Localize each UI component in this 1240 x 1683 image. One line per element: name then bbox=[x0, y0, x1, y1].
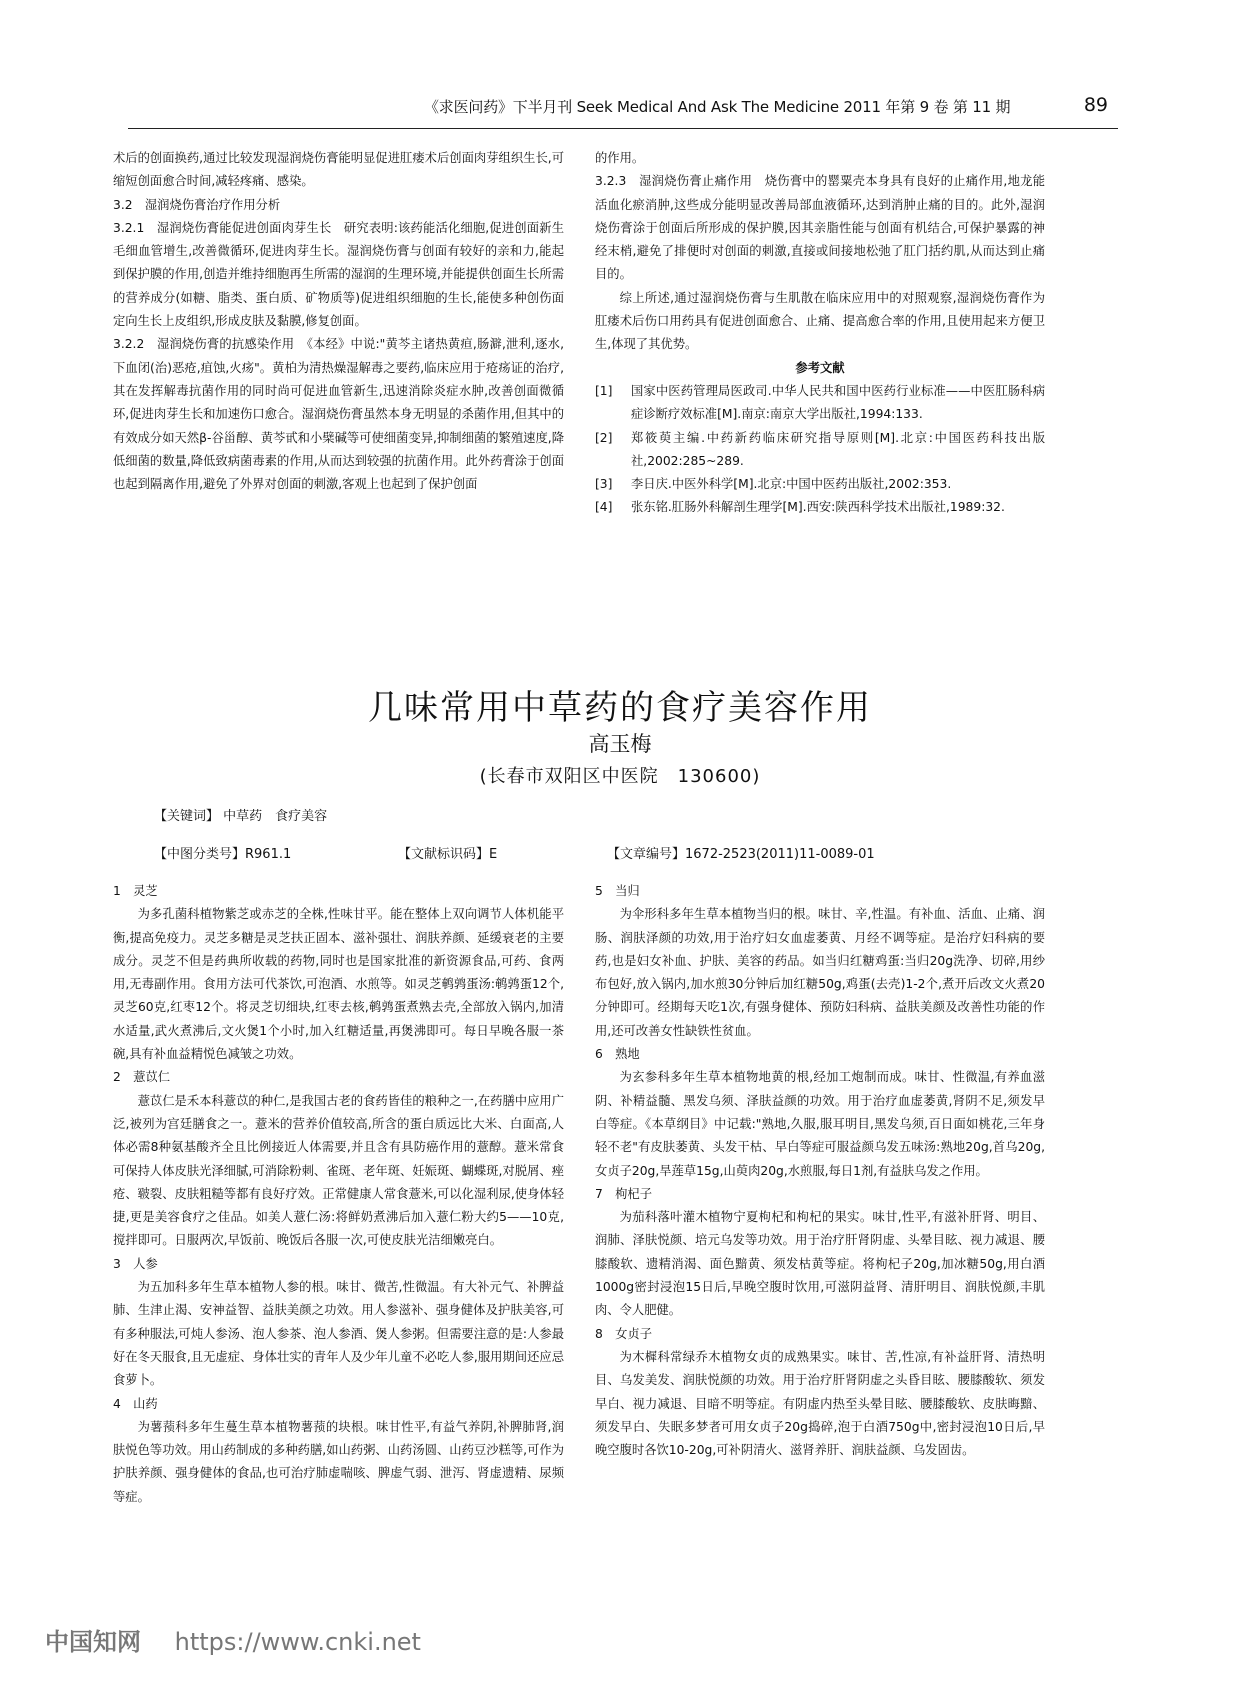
article-affiliation: (长春市双阳区中医院 130600) bbox=[479, 766, 761, 787]
reference-number: [2] bbox=[595, 430, 613, 445]
paragraph: 为木樨科常绿乔木植物女贞的成熟果实。味甘、苦,性凉,有补益肝肾、清热明目、乌发美发、润肤悦颜的功效。用于治疗肝肾阴虚之头昏目眩、腰膝酸软、须发早白、视力减退、目暗不明等症。有阴虚内热至头晕目眩、腰膝酸软、皮肤晦黯、须发早白、失眠多梦者可用女贞子20g捣碎,泡于白酒750g中,密封浸泡10日后,早晚空腹时各饮10-20g,可补阴清火、滋肾养肝、润肤益颜、乌发固齿。 bbox=[595, 1349, 1045, 1458]
paragraph: 为五加科多年生草本植物人参的根。味甘、微苦,性微温。有大补元气、补脾益肺、生津止渴、安神益智、益肤美颜之功效。用人参滋补、强身健体及护肤美容,可有多种服法,可炖人参汤、泡人参茶、泡人参酒、煲人参粥。但需要注意的是:人参最好在冬天服食,且无虚症、身体壮实的青年人及少年儿童不必吃人参,服用期间还应忌食萝卜。 bbox=[113, 1280, 564, 1388]
keywords: 【关键词】 中草药 食疗美容 bbox=[154, 809, 328, 824]
reference-text: 李日庆.中医外科学[M].北京:中国中医药出版社,2002:353. bbox=[631, 477, 952, 492]
reference-item bbox=[595, 496, 1045, 519]
cnki-logo: 中国知网 bbox=[45, 1628, 141, 1656]
journal-title: 《求医问药》下半月刊 Seek Medical And Ask The Medicine 2011 年第 9 卷 第 11 期 bbox=[424, 98, 1011, 116]
document-code: 【文献标识码】E bbox=[398, 847, 498, 862]
paragraph: 3.2.2 湿润烧伤膏的抗感染作用 《本经》中说:"黄芩主诸热黄疸,肠澼,泄利,逐水,下血闭(治)恶疮,疽蚀,火疡"。黄柏为清热燥湿解毒之要药,临床应用于疮疡证的治疗,其在发挥解毒抗菌作用的同时尚可促进血管新生,迅速消除炎症水肿,改善创面微循环,促进肉芽生长和加速伤口愈合。湿润烧伤膏虽然本身无明显的杀菌作用,但其中的有效成分如天然β-谷甾醇、黄芩甙和小檗碱等可使细菌变异,抑制细菌的繁殖速度,降低细菌的数量,降低致病菌毒素的作用,从而达到较强的抗菌作用。此外药膏涂于创面也起到隔离作用,避免了外界对创面的刺激,客观上也起到了保护创面 bbox=[113, 337, 564, 492]
article-number: 【文章编号】1672-2523(2011)11-0089-01 bbox=[607, 847, 875, 862]
reference-number: [3] bbox=[595, 477, 613, 492]
bottom-left-column bbox=[113, 880, 564, 1509]
section-heading: 6 熟地 bbox=[595, 1047, 640, 1062]
paragraph: 为茄科落叶灌木植物宁夏枸杞和枸杞的果实。味甘,性平,有滋补肝肾、明目、润肺、泽肤悦颜、培元乌发等功效。用于治疗肝肾阴虚、头晕目眩、视力减退、腰膝酸软、遗精消渴、面色黯黄、须发枯黄等症。将枸杞子20g,加冰糖50g,用白酒1000g密封浸泡15日后,早晚空腹时饮用,可滋阴益肾、清肝明目、润肤悦颜,丰肌肉、令人肥健。 bbox=[595, 1210, 1045, 1318]
paragraph: 3.2.1 湿润烧伤膏能促进创面肉芽生长 研究表明:该药能活化细胞,促进创面新生毛细血管增生,改善微循环,促进肉芽生长。湿润烧伤膏与创面有较好的亲和力,能起到保护膜的作用,创造并维持细胞再生所需的湿润的生理环境,并能提供创面生长所需的营养成分(如糖、脂类、蛋白质、矿物质等)促进组织细胞的生长,能使多种创伤面定向生长上皮组织,形成皮肤及黏膜,修复创面。 bbox=[113, 220, 564, 329]
bottom-right-column bbox=[595, 880, 1045, 1462]
section-heading: 3.2 湿润烧伤膏治疗作用分析 bbox=[113, 197, 281, 212]
article-title: 几味常用中草药的食疗美容作用 bbox=[368, 688, 872, 728]
section-heading: 4 山药 bbox=[113, 1396, 158, 1411]
section-heading: 3 人参 bbox=[113, 1256, 158, 1271]
article-author: 高玉梅 bbox=[588, 732, 652, 756]
top-right-column bbox=[595, 147, 1045, 520]
reference-text: 国家中医药管理局医政司.中华人民共和国中医药行业标准——中医肛肠科病症诊断疗效标准[M].南京:南京大学出版社,1994:133. bbox=[631, 383, 1045, 422]
paragraph: 术后的创面换药,通过比较发现湿润烧伤膏能明显促进肛瘘术后创面肉芽组织生长,可缩短创面愈合时间,减轻疼痛、感染。 bbox=[113, 151, 564, 189]
top-left-column bbox=[113, 147, 564, 496]
page-number: 89 bbox=[1083, 94, 1108, 116]
reference-number: [1] bbox=[595, 383, 613, 398]
paragraph: 薏苡仁是禾本科薏苡的种仁,是我国古老的食药皆佳的粮种之一,在药膳中应用广泛,被列为宫廷膳食之一。薏米的营养价值较高,所含的蛋白质远比大米、白面高,人体必需8种氨基酸齐全且比例接近人体需要,并且含有具防癌作用的薏醇。薏米常食可保持人体皮肤光泽细腻,可消除粉刺、雀斑、老年斑、妊娠斑、蝴蝶斑,对脱屑、痤疮、皲裂、皮肤粗糙等都有良好疗效。正常健康人常食薏米,可以化湿利尿,使身体轻捷,更是美容食疗之佳品。如美人薏仁汤:将鲜奶煮沸后加入薏仁粉大约5——10克,搅拌即可。日服两次,早饭前、晚饭后各服一次,可使皮肤光洁细嫩亮白。 bbox=[113, 1093, 564, 1248]
reference-text: 张东铭.肛肠外科解剖生理学[M].西安:陕西科学技术出版社,1989:32. bbox=[631, 500, 1005, 515]
reference-number: [4] bbox=[595, 500, 613, 515]
clc-number: 【中图分类号】R961.1 bbox=[154, 847, 292, 862]
paragraph: 为多孔菌科植物紫芝或赤芝的全株,性味甘平。能在整体上双向调节人体机能平衡,提高免疫力。灵芝多糖是灵芝扶正固本、滋补强壮、润肤养颜、延缓衰老的主要成分。灵芝不但是药典所收载的药物,同时也是国家批准的新资源食品,可药、食两用,无毒副作用。食用方法可代茶饮,可泡酒、水煎等。如灵芝鹌鹑蛋汤:鹌鹑蛋12个,灵芝60克,红枣12个。将灵芝切细块,红枣去核,鹌鹑蛋煮熟去壳,全部放入锅内,加清水适量,武火煮沸后,文火煲1个小时,加入红糖适量,再煲沸即可。每日早晚各服一茶碗,具有补血益精悦色减皱之功效。 bbox=[113, 907, 564, 1062]
running-header bbox=[128, 94, 1118, 129]
paragraph: 的作用。 bbox=[595, 151, 645, 165]
paragraph: 3.2.3 湿润烧伤膏止痛作用 烧伤膏中的罂粟壳本身具有良好的止痛作用,地龙能活血化瘀消肿,这些成分能明显改善局部血液循环,达到消肿止痛的目的。此外,湿润烧伤膏涂于创面后所形成的保护膜,因其亲脂性能与创面有机结合,可保护暴露的神经末梢,避免了排便时对创面的刺激,直接或间接地松弛了肛门括约肌,从而达到止痛目的。 bbox=[595, 174, 1045, 282]
reference-item bbox=[595, 380, 1045, 427]
section-heading: 1 灵芝 bbox=[113, 884, 158, 898]
reference-item bbox=[595, 427, 1045, 474]
section-heading: 8 女贞子 bbox=[595, 1326, 653, 1341]
section-heading: 2 薏苡仁 bbox=[113, 1070, 171, 1085]
paragraph: 综上所述,通过湿润烧伤膏与生肌散在临床应用中的对照观察,湿润烧伤膏作为肛瘘术后伤口用药具有促进创面愈合、止痛、提高愈合率的作用,且使用起来方便卫生,体现了其优势。 bbox=[595, 290, 1045, 352]
reference-item bbox=[595, 473, 1045, 496]
paragraph: 为玄参科多年生草本植物地黄的根,经加工炮制而成。味甘、性微温,有养血滋阴、补精益髓、黑发乌须、泽肤益颜的功效。用于治疗血虚萎黄,肾阴不足,须发早白等症。《本草纲目》中记载:"熟地,久服,服耳明目,黑发乌须,百日面如桃花,三年身轻不老"有皮肤萎黄、头发干枯、早白等症可服益颜乌发五味汤:熟地20g,首乌20g,女贞子20g,旱莲草15g,山萸肉20g,水煎服,每日1剂,有益肤乌发之作用。 bbox=[595, 1070, 1045, 1178]
paragraph: 为伞形科多年生草本植物当归的根。味甘、辛,性温。有补血、活血、止痛、润肠、润肤泽颜的功效,用于治疗妇女血虚萎黄、月经不调等症。是治疗妇科病的要药,也是妇女补血、护肤、美容的药品。如当归红糖鸡蛋:当归20g洗净、切碎,用纱布包好,放入锅内,加水煎30分钟后加红糖50g,鸡蛋(去壳)1-2个,煮开后改文火煮20分钟即可。经期每天吃1次,有强身健体、预防妇科病、益肤美颜及改善性功能的作用,还可改善女性缺铁性贫血。 bbox=[595, 907, 1045, 1038]
section-heading: 7 枸杞子 bbox=[595, 1186, 653, 1201]
references-heading: 参考文献 bbox=[795, 360, 845, 375]
paragraph: 为薯蓣科多年生蔓生草本植物薯蓣的块根。味甘性平,有益气养阴,补脾肺肾,润肤悦色等功效。用山药制成的多种药膳,如山药粥、山药汤圆、山药豆沙糕等,可作为护肤养颜、强身健体的食品,也可治疗肺虚喘咳、脾虚气弱、泄泻、肾虚遗精、尿频等症。 bbox=[113, 1419, 564, 1504]
footer-watermark bbox=[45, 1622, 421, 1657]
section-heading: 5 当归 bbox=[595, 884, 640, 898]
reference-text: 郑筱萸主编.中药新药临床研究指导原则[M].北京:中国医药科技出版社,2002:285~289. bbox=[631, 430, 1045, 468]
cnki-url: https://www.cnki.net bbox=[174, 1628, 421, 1656]
